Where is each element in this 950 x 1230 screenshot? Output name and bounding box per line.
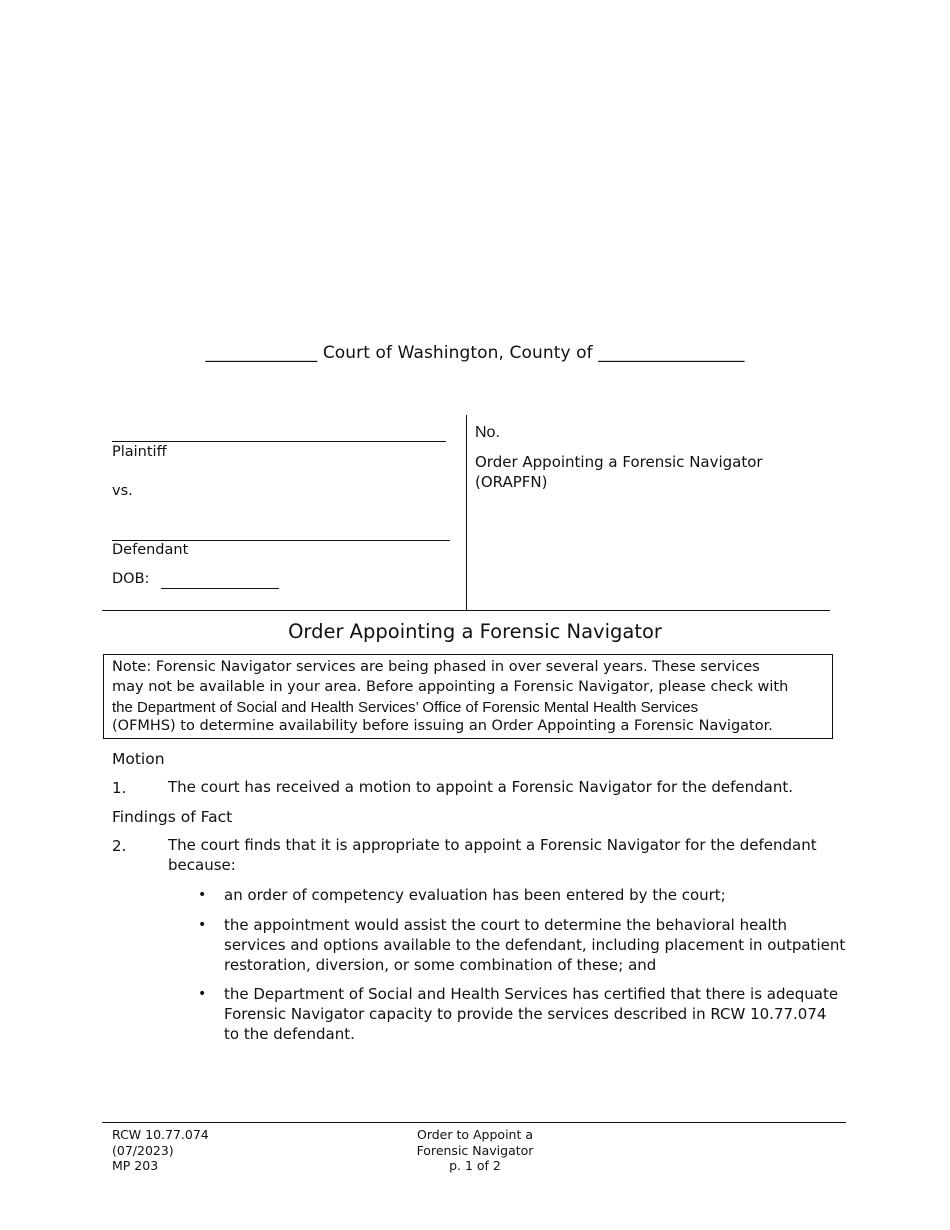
document-title: Order Appointing a Forensic Navigator — [288, 620, 662, 643]
court-level-blank: _____________ — [205, 343, 318, 363]
footer-left — [112, 1127, 209, 1174]
bullet-2-text — [224, 916, 845, 975]
item-1-text: The court has received a motion to appoint a Forensic Navigator for the defendant. — [168, 778, 793, 796]
defendant-label: Defendant — [112, 542, 189, 558]
county-blank: _________________ — [598, 343, 745, 363]
bullet-2-line-2: services and options available to the defendant, including placement in outpatient — [224, 935, 846, 954]
footer-form-title-2: Forensic Navigator — [416, 1142, 534, 1158]
note-line-2: may not be available in your area. Before appointing a Forensic Navigator, please check with — [112, 678, 789, 695]
availability-note-box — [103, 654, 833, 739]
bullet-3-line-1: the Department of Social and Health Services has certified that there is adequate — [224, 985, 839, 1003]
bullet-3-line-3: to the defendant. — [224, 1024, 355, 1043]
bullet-3-line-2: Forensic Navigator capacity to provide the services described in RCW 10.77.074 — [224, 1004, 827, 1023]
vs-label: vs. — [112, 483, 133, 499]
item-2-line-2: because: — [168, 855, 236, 874]
item-1-number: 1. — [112, 779, 127, 797]
findings-heading: Findings of Fact — [112, 808, 233, 826]
footer-form-number: MP 203 — [112, 1158, 159, 1173]
note-line-1 — [112, 658, 824, 678]
footer-form-title-1: Order to Appoint a — [416, 1127, 533, 1142]
caption-divider-horizontal — [102, 610, 830, 611]
note-label: Note: — [112, 659, 152, 675]
bullet-2-line-1: the appointment would assist the court to determine the behavioral health — [224, 916, 788, 934]
note-line-3: the Department of Social and Health Services’ Office of Forensic Mental Health Services — [112, 698, 699, 716]
footer-revision-date: (07/2023) — [112, 1142, 174, 1158]
bullet-marker-2: • — [198, 917, 207, 933]
plaintiff-label: Plaintiff — [112, 444, 167, 460]
footer-page-number: p. 1 of 2 — [449, 1158, 501, 1173]
item-2-text — [168, 836, 817, 876]
caption-divider-vertical — [466, 415, 467, 611]
item-2-number: 2. — [112, 837, 127, 855]
court-header — [0, 343, 950, 363]
bullet-marker-1: • — [198, 887, 207, 903]
motion-heading: Motion — [112, 750, 165, 768]
defendant-signature-line — [112, 540, 450, 541]
form-title-line2: (ORAPFN) — [475, 473, 548, 491]
note-text-1: Forensic Navigator services are being phased in over several years. These services — [155, 659, 760, 675]
item-2-line-1: The court finds that it is appropriate to appoint a Forensic Navigator for the defendant — [168, 836, 817, 854]
footer-rule — [102, 1122, 846, 1123]
form-title-line1: Order Appointing a Forensic Navigator — [475, 453, 763, 471]
bullet-1-text: an order of competency evaluation has been entered by the court; — [224, 886, 726, 904]
footer-statute: RCW 10.77.074 — [112, 1127, 209, 1142]
court-header-text: Court of Washington, County of — [322, 343, 593, 363]
bullet-marker-3: • — [198, 986, 207, 1002]
plaintiff-signature-line — [112, 441, 446, 442]
footer-center — [375, 1127, 575, 1174]
bullet-3-text — [224, 985, 838, 1044]
case-number-label: No. — [475, 424, 500, 441]
note-line-4: (OFMHS) to determine availability before issuing an Order Appointing a Forensic Navigator. — [112, 718, 773, 735]
dob-label: DOB: — [112, 571, 150, 587]
bullet-2-line-3: restoration, diversion, or some combination of these; and — [224, 955, 657, 974]
dob-field-line — [161, 588, 279, 589]
